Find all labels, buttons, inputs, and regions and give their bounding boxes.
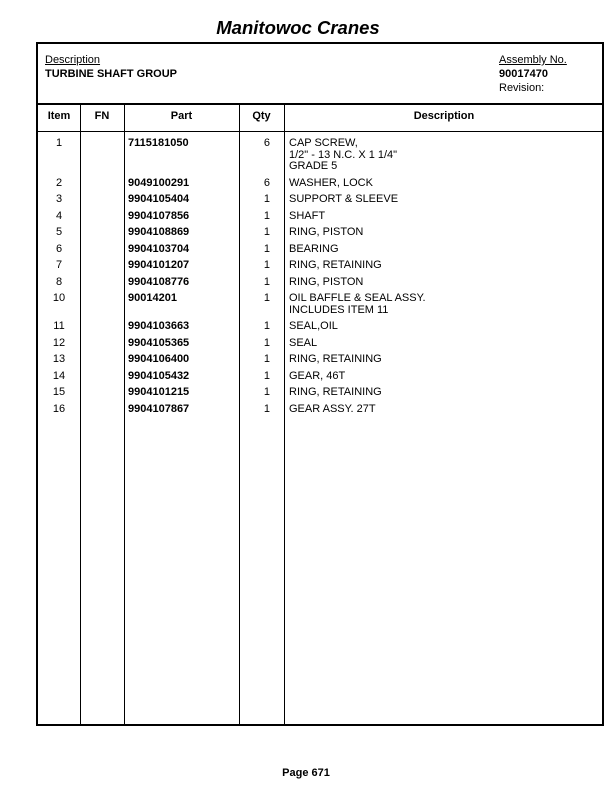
quantity: 6 <box>263 137 270 149</box>
part-description <box>289 178 373 190</box>
quantity: 1 <box>263 320 270 332</box>
part-description <box>289 211 325 223</box>
part-number: 9904108869 <box>128 226 190 238</box>
part-description <box>289 227 363 239</box>
item-number: 10 <box>52 292 66 304</box>
description-label: Description <box>45 54 101 66</box>
item-number: 11 <box>53 320 65 332</box>
part-number: 9904107867 <box>128 402 190 415</box>
part-number: 9904105365 <box>128 336 190 349</box>
part-number: 9904105432 <box>128 369 190 382</box>
part-number: 9904108776 <box>128 275 190 288</box>
part-description <box>289 371 345 383</box>
part-number: 9904106400 <box>128 353 190 365</box>
part-number: 9904103663 <box>128 320 190 332</box>
quantity: 1 <box>263 275 270 288</box>
description-line: SEAL <box>289 336 318 349</box>
description-line: SUPPORT & SLEEVE <box>289 193 399 205</box>
part-description <box>289 244 339 256</box>
column-header-description: Description <box>413 110 475 122</box>
column-divider <box>80 103 81 724</box>
part-number: 7115181050 <box>128 137 189 149</box>
part-description <box>289 387 382 399</box>
part-number: 9904103704 <box>128 242 190 255</box>
description-line: BEARING <box>289 242 339 255</box>
item-number: 8 <box>55 275 63 288</box>
item-number: 3 <box>55 193 63 205</box>
description-line: RING, RETAINING <box>289 259 382 271</box>
column-header-divider <box>38 131 602 132</box>
description-line: OIL BAFFLE & SEAL ASSY. <box>289 292 426 304</box>
quantity: 1 <box>263 242 270 255</box>
item-number: 14 <box>52 369 66 382</box>
part-description <box>289 404 376 416</box>
part-description <box>289 338 317 350</box>
item-number: 4 <box>55 209 63 222</box>
part-description <box>289 321 338 333</box>
part-number: 9049100291 <box>128 176 190 189</box>
quantity: 1 <box>263 292 270 304</box>
part-description <box>289 354 382 366</box>
quantity: 1 <box>263 259 270 271</box>
description-line: SHAFT <box>289 209 326 222</box>
assembly-number: 90017470 <box>499 68 548 80</box>
part-number: 9904101215 <box>128 386 190 398</box>
parts-table-frame <box>36 42 604 726</box>
document-title: Manitowoc Cranes <box>216 17 380 38</box>
part-number: 90014201 <box>128 292 177 304</box>
description-line: RING, RETAINING <box>289 353 382 365</box>
item-number: 12 <box>52 336 66 349</box>
column-divider <box>284 103 285 724</box>
quantity: 1 <box>263 193 270 205</box>
quantity: 1 <box>263 369 270 382</box>
part-description <box>289 260 382 272</box>
part-description <box>289 138 397 173</box>
quantity: 1 <box>263 226 270 238</box>
description-line: INCLUDES ITEM 11 <box>289 303 389 316</box>
part-description <box>289 194 398 206</box>
item-number: 5 <box>55 226 63 238</box>
column-header-item: Item <box>47 110 71 122</box>
column-divider <box>124 103 125 724</box>
assembly-description: TURBINE SHAFT GROUP <box>45 68 177 80</box>
quantity: 1 <box>263 209 270 222</box>
quantity: 6 <box>263 176 270 189</box>
item-number: 6 <box>55 242 63 255</box>
column-header-fn: FN <box>94 110 110 122</box>
item-number: 1 <box>55 137 63 149</box>
description-line: WASHER, LOCK <box>289 176 373 189</box>
description-line: RING, PISTON <box>289 275 364 288</box>
item-number: 16 <box>52 402 66 415</box>
description-line: RING, PISTON <box>289 226 364 238</box>
part-description <box>289 293 426 316</box>
quantity: 1 <box>263 402 270 415</box>
description-line: GEAR ASSY. 27T <box>289 402 376 415</box>
page-number: Page 671 <box>282 767 330 779</box>
item-number: 15 <box>52 386 66 398</box>
part-number: 9904101207 <box>128 259 190 271</box>
description-line: 1/2" - 13 N.C. X 1 1/4" <box>289 148 398 161</box>
part-number: 9904107856 <box>128 209 190 222</box>
item-number: 2 <box>55 176 63 189</box>
header-divider <box>38 103 602 105</box>
description-line: CAP SCREW, <box>289 137 358 149</box>
description-line: GRADE 5 <box>289 160 338 172</box>
revision-label: Revision: <box>499 82 545 94</box>
part-description <box>289 277 363 289</box>
item-number: 7 <box>55 259 63 271</box>
quantity: 1 <box>263 336 270 349</box>
quantity: 1 <box>263 386 270 398</box>
quantity: 1 <box>263 353 270 365</box>
column-header-part: Part <box>170 110 193 122</box>
item-number: 13 <box>52 353 66 365</box>
column-header-qty: Qty <box>252 110 271 122</box>
part-number: 9904105404 <box>128 193 190 205</box>
assembly-number-label: Assembly No. <box>499 54 567 66</box>
description-line: RING, RETAINING <box>289 386 382 398</box>
description-line: SEAL,OIL <box>289 320 338 332</box>
description-line: GEAR, 46T <box>289 369 346 382</box>
